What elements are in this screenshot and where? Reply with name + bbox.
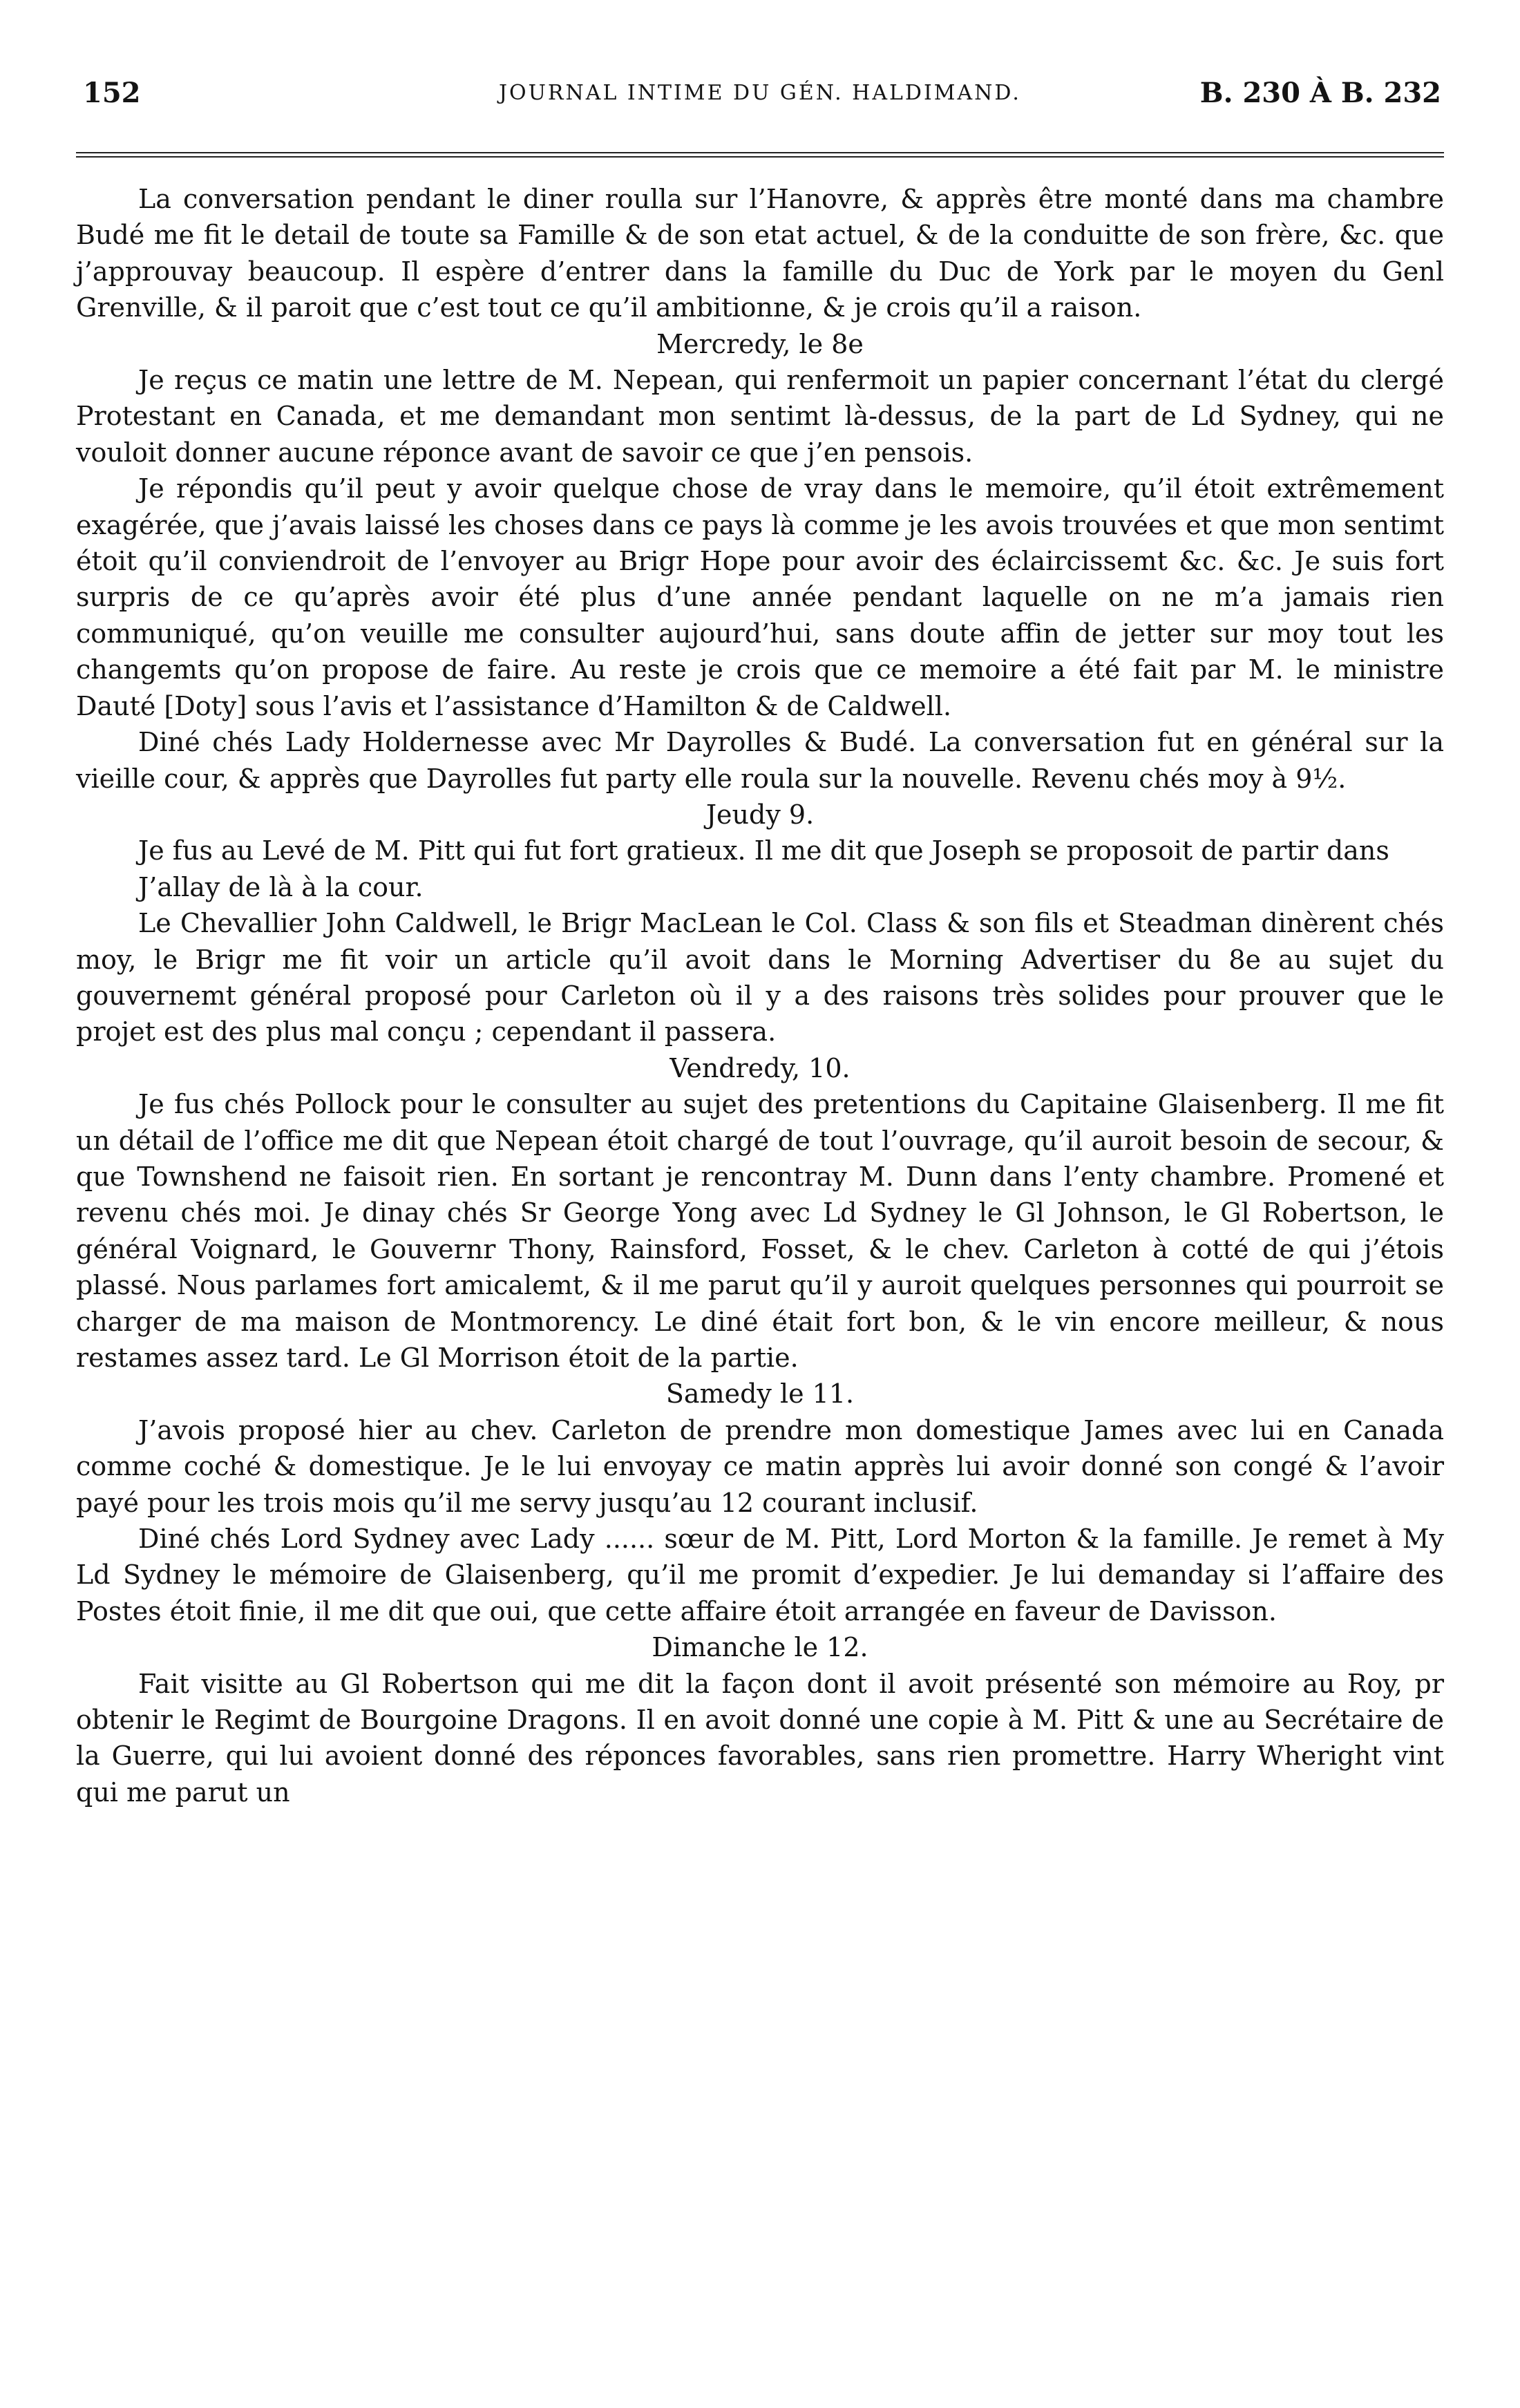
paragraph: Diné chés Lord Sydney avec Lady ...... sœur de M. Pitt, Lord Morton & la famille. Je remet à My Ld Sydney le mémoire de Glaisenberg, qu’il me promit d’expedier. Je lui demanday si l’affaire des Postes étoit finie, il me dit que oui, que cette affaire étoit arrangée en faveur de Davisson. [76,1524,1444,1627]
paragraph: J’avois proposé hier au chev. Carleton de prendre mon domestique James avec lui en Canada comme coché & domestique. Je le lui envoyay ce matin apprès lui avoir donné son congé & l’avoir payé pour les trois mois qu’il me servy jusqu’au 12 courant inclusif. [76,1414,1444,1518]
folio-range: B. 230 À B. 232 [1199,77,1441,109]
page-number: 152 [83,77,141,109]
date-heading: Vendredy, 10. [669,1052,851,1083]
date-heading: Samedy le 11. [665,1378,855,1410]
header-rule [76,152,1444,158]
paragraph: Je reçus ce matin une lettre de M. Nepean, qui renfermoit un papier concernant l’état du clergé Protestant en Canada, et me demandant mon sentimt là-dessus, de la part de Ld Sydney, qui ne vouloit donner aucune réponce avant de savoir ce que j’en pensois. [76,365,1444,468]
paragraph: La conversation pendant le diner roulla sur l’Hanovre, & apprès être monté dans ma chambre Budé me fit le detail de toute sa Famille & de son etat actuel, & de la conduitte de son frère, &c. que j’approuvay beaucoup. Il espère d’entrer dans la famille du Duc de York par le moyen du Genl Grenville, & il paroit que c’est tout ce qu’il ambitionne, & je crois qu’il a raison. [76,184,1444,323]
date-heading: Mercredy, le 8e [656,328,864,359]
paragraph: Fait visitte au Gl Robertson qui me dit la façon dont il avoit présenté son mémoire au Roy, pr obtenir le Regimt de Bourgoine Dragons. Il en avoit donné une copie à M. Pitt & une au Secrétaire de la Guerre, qui lui avoient donné des réponces favorables, sans rien promettre. Harry Wheright vint qui me parut un [76,1668,1444,1808]
page-header [76,69,1444,117]
running-title: JOURNAL INTIME DU GÉN. HALDIMAND. [499,81,1021,105]
journal-body [76,181,1444,1810]
paragraph: Je répondis qu’il peut y avoir quelque chose de vray dans le memoire, qu’il étoit extrêmement exagérée, que j’avais laissé les choses dans ce pays là comme je les avois trouvées et que mon sentimt étoit qu’il conviendroit de l’envoyer au Brigr Hope pour avoir des éclaircissemt &c. &c. Je suis fort surpris de ce qu’après avoir été plus d’une année pendant laquelle on ne m’a jamais rien communiqué, qu’on veuille me consulter aujourd’hui, sans doute affin de jetter sur moy tout les changemts qu’on propose de faire. Au reste je crois que ce memoire a été fait par M. le ministre Dauté [Doty] sous l’avis et l’assistance d’Hamilton & de Caldwell. [76,473,1444,721]
document-page [76,0,1444,2408]
date-heading: Jeudy 9. [705,799,815,830]
paragraph: Diné chés Lady Holdernesse avec Mr Dayrolles & Budé. La conversation fut en général sur la vieille cour, & apprès que Dayrolles fut party elle roula sur la nouvelle. Revenu chés moy à 9½. [76,727,1444,794]
paragraph: Le Chevallier John Caldwell, le Brigr MacLean le Col. Class & son fils et Steadman dinèrent chés moy, le Brigr me fit voir un article qu’il avoit dans le Morning Advertiser du 8e au sujet du gouvernemt général proposé pour Carleton où il y a des raisons très solides pour prouver que le projet est des plus mal conçu ; cependant il passera. [76,908,1444,1047]
paragraph: Je fus chés Pollock pour le consulter au sujet des pretentions du Capitaine Glaisenberg. Il me fit un détail de l’office me dit que Nepean étoit chargé de tout l’ouvrage, qu’il auroit besoin de secour, & que Townshend ne faisoit rien. En sortant je rencontray M. Dunn dans l’enty chambre. Promené et revenu chés moi. Je dinay chés Sr George Yong avec Ld Sydney le Gl Johnson, le Gl Robertson, le général Voignard, le Gouvernr Thony, Rainsford, Fosset, & le chev. Carleton à cotté de qui j’étois plassé. Nous parlames fort amicalemt, & il me parut qu’il y auroit quelques personnes qui pourroit se charger de ma maison de Montmorency. Le diné était fort bon, & le vin encore meilleur, & nous restames assez tard. Le Gl Morrison étoit de la partie. [76,1089,1444,1373]
date-heading: Dimanche le 12. [652,1632,868,1663]
paragraph: J’allay de là à la cour. [138,871,424,902]
paragraph: Je fus au Levé de M. Pitt qui fut fort gratieux. Il me dit que Joseph se proposoit de partir dans [138,835,1389,866]
